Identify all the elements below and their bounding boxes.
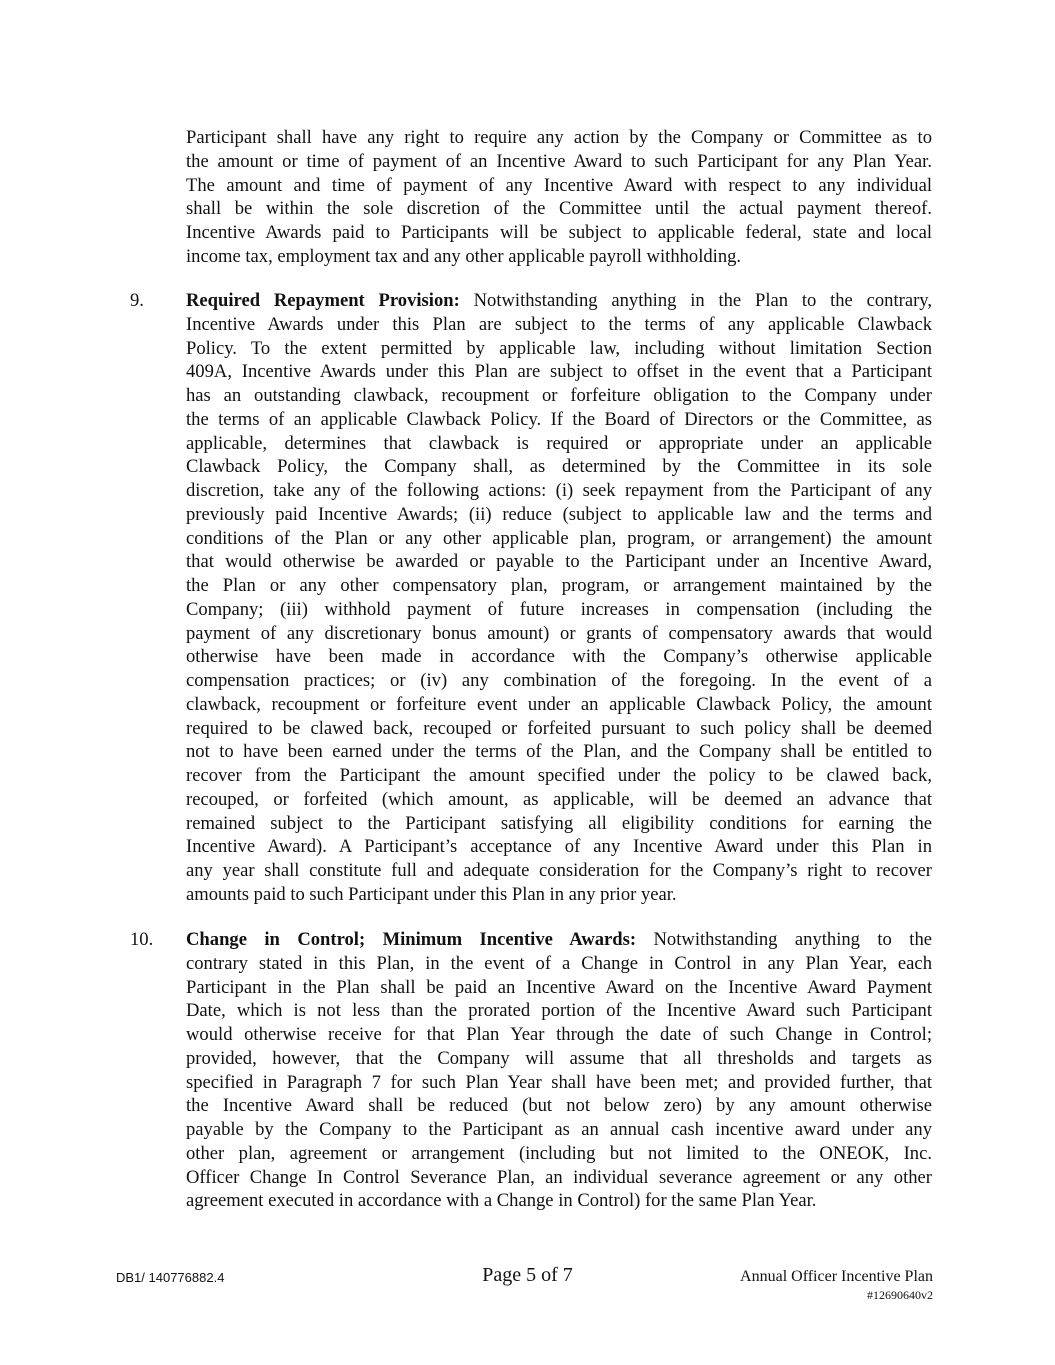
text-line: any year shall constitute full and adequate consideration for the Company’s right to recover — [186, 860, 932, 881]
text-line: that would otherwise be awarded or payable to the Participant under an Incentive Award, — [186, 551, 932, 573]
text-span: Notwithstanding anything to the — [636, 929, 932, 950]
text-line: Incentive Award). A Participant’s acceptance of any Incentive Award under this Plan in — [186, 836, 932, 858]
text-line: required to be clawed back, recouped or forfeited pursuant to such policy shall be deemed — [186, 717, 932, 739]
text-line: amounts paid to such Participant under this Plan in any prior year. — [186, 883, 677, 905]
text-line — [186, 289, 932, 313]
text-line: other plan, agreement or arrangement (including but not limited to the ONEOK, Inc. — [186, 1142, 932, 1164]
footer-right — [740, 1268, 933, 1304]
text-line: payment of any discretionary bonus amount) or grants of compensatory awards that would — [186, 622, 932, 644]
text-line: shall be within the sole discretion of the Committee until the actual payment thereof. — [186, 198, 932, 220]
text-line: the amount or time of payment of an Incentive Award to such Participant for any Plan Year. — [186, 150, 932, 172]
text-line: 409A, Incentive Awards under this Plan are subject to offset in the event that a Participant — [186, 361, 932, 383]
text-line: would otherwise receive for that Plan Year through the date of such Change in Control; — [186, 1024, 932, 1045]
text-line: applicable, determines that clawback is required or appropriate under an applicable — [186, 432, 932, 454]
text-line: contrary stated in this Plan, in the event of a Change in Control in any Plan Year, each — [186, 952, 932, 974]
text-line: The amount and time of payment of any Incentive Award with respect to any individual — [186, 174, 932, 196]
text-line: Incentive Awards paid to Participants will be subject to applicable federal, state and local — [186, 222, 932, 243]
text-line: payable by the Company to the Participant as an annual cash incentive award under any — [186, 1119, 932, 1140]
section-number: 9. — [130, 290, 144, 311]
section-heading: Change in Control; Minimum Incentive Awards: — [186, 929, 637, 950]
text-line: Date, which is not less than the prorated portion of the Incentive Award such Participant — [186, 1000, 932, 1022]
text-line: specified in Paragraph 7 for such Plan Year shall have been met; and provided further, that — [186, 1071, 932, 1093]
text-span: Notwithstanding anything in the Plan to the contrary, — [459, 290, 932, 311]
text-line: the Incentive Award shall be reduced (but not below zero) by any amount otherwise — [186, 1095, 932, 1117]
footer-doc-id: DB1/ 140776882.4 — [116, 1270, 225, 1285]
text-line: has an outstanding clawback, recoupment or forfeiture obligation to the Company under — [186, 385, 932, 406]
section-10-paragraph — [186, 928, 932, 1213]
text-line: previously paid Incentive Awards; (ii) reduce (subject to applicable law and the terms and — [186, 503, 932, 525]
text-line: otherwise have been made in accordance with the Company’s otherwise applicable — [186, 646, 932, 668]
text-line: the terms of an applicable Clawback Policy. If the Board of Directors or the Committee, as — [186, 408, 932, 430]
text-line: discretion, take any of the following actions: (i) seek repayment from the Participant of any — [186, 480, 932, 501]
text-line: Company; (iii) withhold payment of future increases in compensation (including the — [186, 598, 932, 620]
text-line: Incentive Awards under this Plan are subject to the terms of any applicable Clawback — [186, 313, 932, 335]
section-heading: Required Repayment Provision: — [186, 290, 460, 311]
text-line: Clawback Policy, the Company shall, as determined by the Committee in its sole — [186, 456, 932, 478]
text-line: income tax, employment tax and any other applicable payroll withholding. — [186, 245, 742, 267]
text-line: Policy. To the extent permitted by applicable law, including without limitation Section — [186, 337, 932, 359]
text-line: recouped, or forfeited (which amount, as applicable, will be deemed an advance that — [186, 788, 932, 810]
text-line: remained subject to the Participant satisfying all eligibility conditions for earning the — [186, 812, 932, 834]
footer-title: Annual Officer Incentive Plan — [740, 1268, 933, 1285]
text-line: agreement executed in accordance with a Change in Control) for the same Plan Year. — [186, 1190, 817, 1212]
text-line: clawback, recoupment or forfeiture event under an applicable Clawback Policy, the amount — [186, 693, 932, 715]
text-line: Officer Change In Control Severance Plan, an individual severance agreement or any other — [186, 1166, 932, 1188]
text-line: the Plan or any other compensatory plan, program, or arrangement maintained by the — [186, 575, 932, 596]
text-line: Participant in the Plan shall be paid an Incentive Award on the Incentive Award Payment — [186, 976, 932, 998]
text-line: compensation practices; or (iv) any combination of the foregoing. In the event of a — [186, 670, 932, 691]
footer-page-number: Page 5 of 7 — [482, 1264, 573, 1286]
text-line: Participant shall have any right to require any action by the Company or Committee as to — [186, 127, 932, 148]
continuation-paragraph — [186, 126, 932, 269]
text-line: provided, however, that the Company will assume that all thresholds and targets as — [186, 1047, 932, 1069]
text-line: not to have been earned under the terms of the Plan, and the Company shall be entitled to — [186, 741, 932, 763]
text-line: recover from the Participant the amount specified under the policy to be clawed back, — [186, 765, 932, 786]
section-number: 10. — [130, 929, 154, 950]
footer-version: #12690640v2 — [867, 1288, 933, 1302]
text-line — [186, 928, 932, 952]
text-line: conditions of the Plan or any other applicable plan, program, or arrangement) the amount — [186, 527, 932, 549]
section-9-paragraph — [186, 289, 932, 907]
